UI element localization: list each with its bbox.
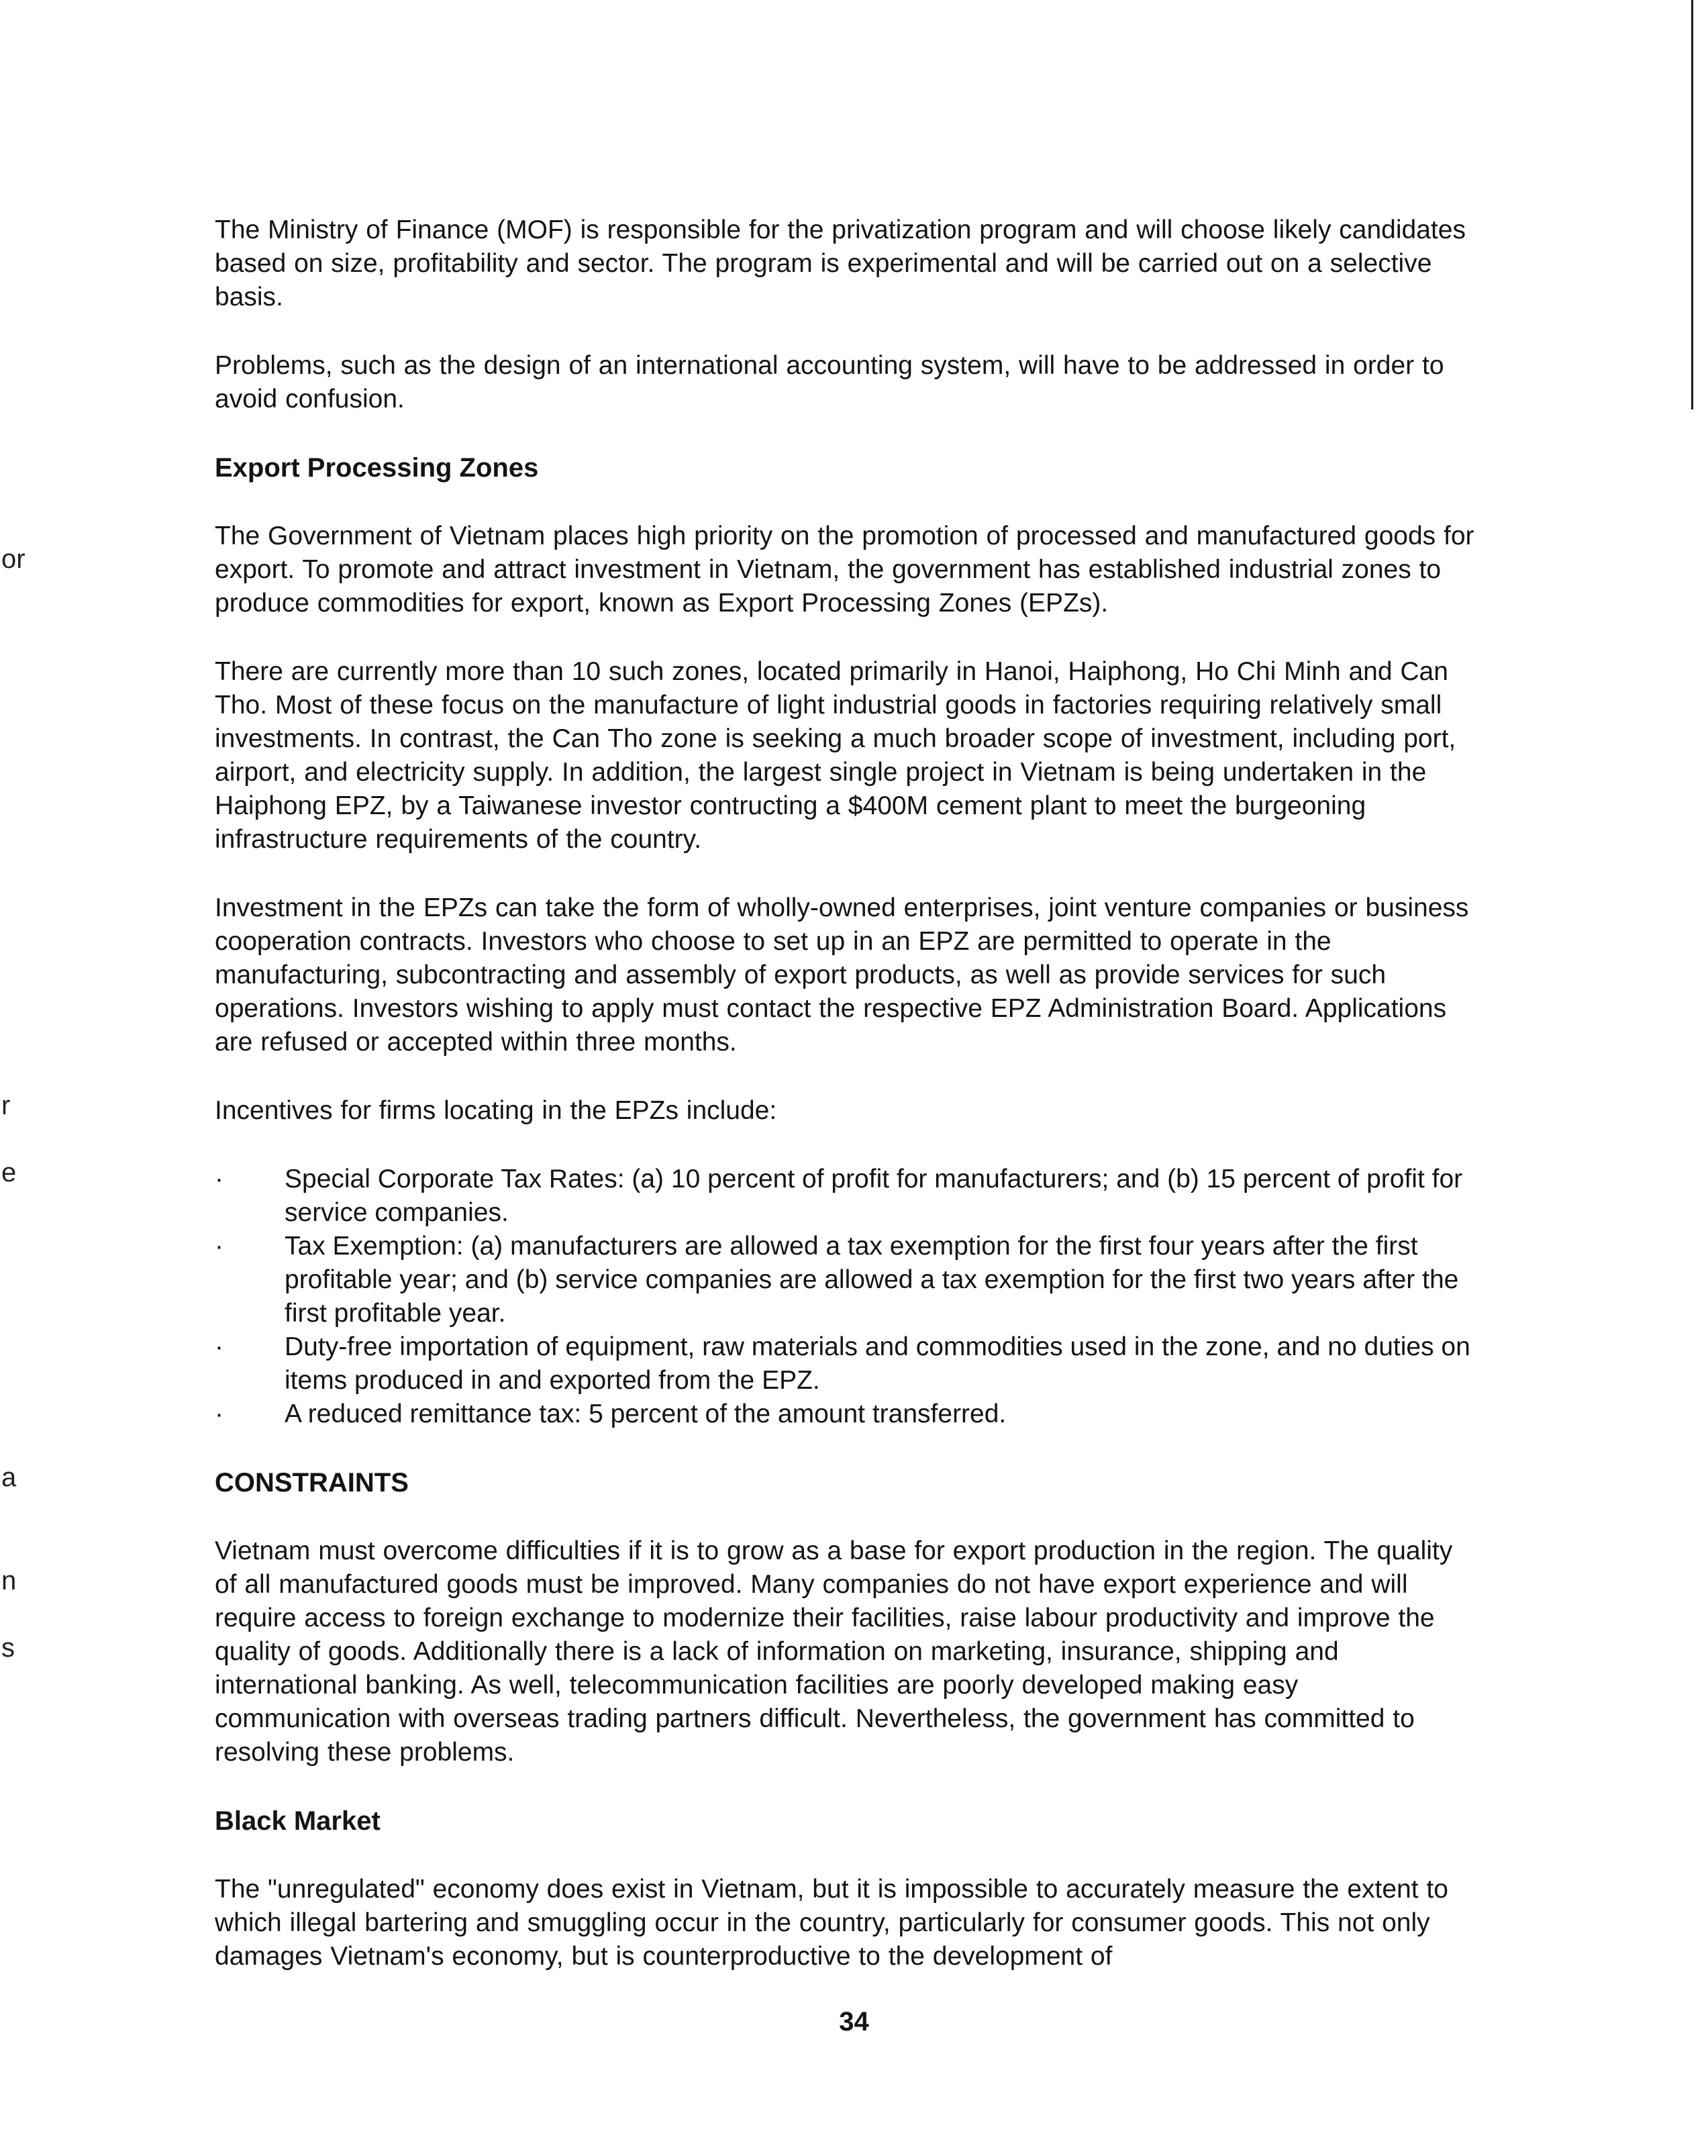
list-item-text: Tax Exemption: (a) manufacturers are allowed a tax exemption for the first four years after the first profitable year; and (b) service companies are allowed a tax exemption for the first two years after the first profitable year. [285, 1232, 1459, 1328]
list-item-text: A reduced remittance tax: 5 percent of the amount transferred. [285, 1400, 1007, 1428]
list-item-text: Special Corporate Tax Rates: (a) 10 percent of profit for manufacturers; and (b) 15 percent of profit for service companies. [285, 1165, 1463, 1227]
heading-constraints: CONSTRAINTS [215, 1468, 409, 1498]
bullet-icon: · [215, 1400, 223, 1428]
paragraph-constraints: Vietnam must overcome difficulties if it is to grow as a base for export production in the region. The quality of all manufactured goods must be improved. Many companies do not have export experience and will require access to foreign exchange to modernize their facilities, raise labour productivity and improve the quality of goods. Additionally there is a lack of information on marketing, insurance, shipping and international banking. As well, telecommunication facilities are poorly developed making easy communication with overseas trading partners difficult. Nevertheless, the government has committed to resolving these problems. [215, 1536, 1453, 1767]
margin-fragment: r [1, 1091, 11, 1120]
bullet-icon: · [215, 1232, 223, 1261]
scan-edge [1691, 0, 1693, 409]
page-number: 34 [839, 2007, 869, 2037]
margin-fragment: e [1, 1158, 17, 1187]
paragraph-epz-investment: Investment in the EPZs can take the form of wholly-owned enterprises, joint venture companies or business cooperation contracts. Investors who choose to set up in an EPZ are permitted to operate in the manufacturing, subcontracting and assembly of export products, as well as provide services for such operations. Investors wishing to apply must contact the respective EPZ Administration Board. Applications are refused or accepted within three months. [215, 893, 1469, 1057]
bullet-icon: · [215, 1332, 223, 1361]
paragraph-accounting: Problems, such as the design of an international accounting system, will have to be addressed in order to avoid confusion. [215, 351, 1444, 413]
heading-black-market: Black Market [215, 1806, 381, 1836]
document-body [215, 213, 1476, 2008]
list-item [215, 1398, 1476, 1431]
list-item-text: Duty-free importation of equipment, raw materials and commodities used in the zone, and no duties on items produced in and exported from the EPZ. [285, 1332, 1470, 1395]
incentives-list [215, 1163, 1476, 1431]
bullet-icon: · [215, 1165, 223, 1193]
paragraph-privatization: The Ministry of Finance (MOF) is responsible for the privatization program and will choose likely candidates based on size, profitability and sector. The program is experimental and will be carried out on a selective basis. [215, 215, 1466, 311]
paragraph-incentives-intro: Incentives for firms locating in the EPZs include: [215, 1096, 777, 1125]
paragraph-epz-intro: The Government of Vietnam places high priority on the promotion of processed and manufactured goods for export. To promote and attract investment in Vietnam, the government has established industrial zones to produce commodities for export, known as Export Processing Zones (EPZs). [215, 522, 1474, 618]
paragraph-black-market: The "unregulated" economy does exist in Vietnam, but it is impossible to accurately measure the extent to which illegal bartering and smuggling occur in the country, particularly for consumer goods. This not only damages Vietnam's economy, but is counterproductive to the development of [215, 1875, 1448, 1971]
list-item [215, 1330, 1476, 1398]
margin-fragment: or [1, 544, 26, 574]
paragraph-epz-locations: There are currently more than 10 such zones, located primarily in Hanoi, Haiphong, Ho Chi Minh and Can Tho. Most of these focus on the manufacture of light industrial goods in factories requiring relatively small investments. In contrast, the Can Tho zone is seeking a much broader scope of investment, including port, airport, and electricity supply. In addition, the largest single project in Vietnam is being undertaken in the Haiphong EPZ, by a Taiwanese investor contructing a $400M cement plant to meet the burgeoning infrastructure requirements of the country. [215, 657, 1456, 854]
margin-fragment: s [1, 1633, 15, 1663]
margin-fragment: n [1, 1566, 17, 1596]
list-item [215, 1230, 1476, 1330]
heading-export-processing-zones: Export Processing Zones [215, 453, 539, 483]
list-item [215, 1163, 1476, 1230]
margin-fragment: a [1, 1463, 17, 1492]
